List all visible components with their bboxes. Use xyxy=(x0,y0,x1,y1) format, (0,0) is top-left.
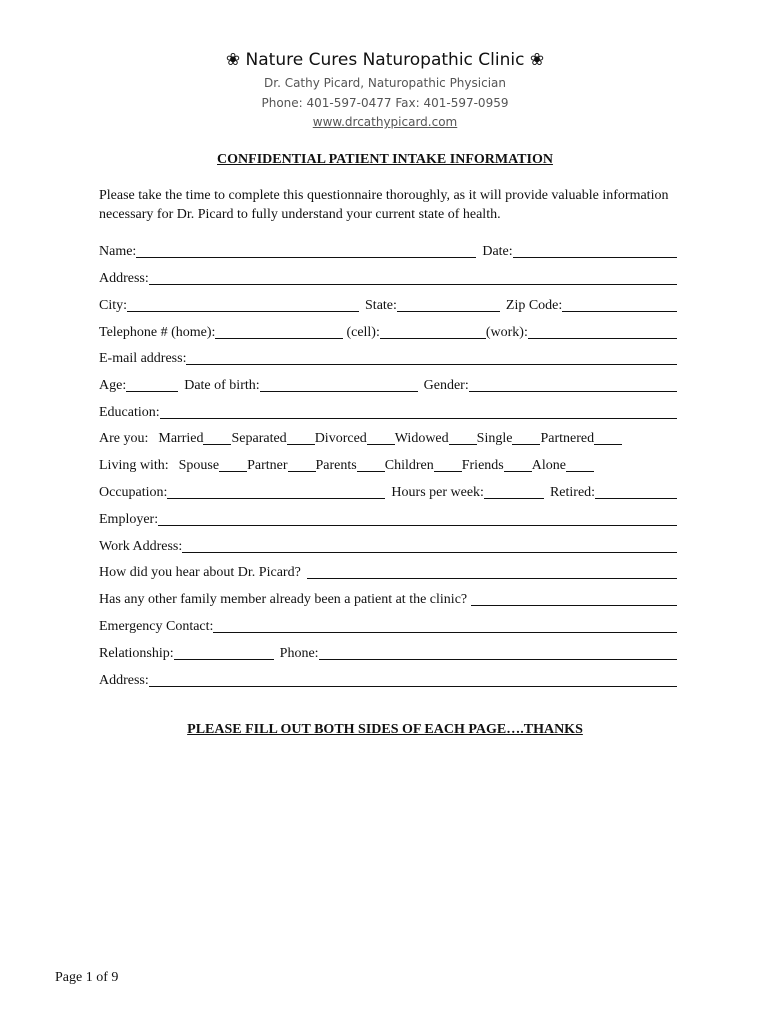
relationship-label: Relationship: xyxy=(99,646,174,661)
employer-label: Employer: xyxy=(99,512,159,527)
occupation-field[interactable] xyxy=(167,484,385,499)
fill-both-sides-note: PLEASE FILL OUT BOTH SIDES OF EACH PAGE….THANKS xyxy=(187,722,583,737)
are-you-label: Are you: xyxy=(99,431,149,446)
divorced-checkbox[interactable] xyxy=(367,430,395,445)
age-field[interactable] xyxy=(126,377,178,392)
option-friends: Friends xyxy=(461,458,504,473)
address-row xyxy=(99,269,677,287)
living-with-row xyxy=(99,456,677,474)
option-alone: Alone xyxy=(531,458,566,473)
education-field[interactable] xyxy=(160,404,677,419)
address-field[interactable] xyxy=(149,270,677,285)
option-children: Children xyxy=(384,458,434,473)
hear-about-field[interactable] xyxy=(307,564,677,579)
phone-label: Phone: xyxy=(279,646,319,661)
left-ornament-icon: ❀ xyxy=(225,50,241,70)
single-checkbox[interactable] xyxy=(512,430,540,445)
family-patient-field[interactable] xyxy=(471,591,677,606)
retired-label: Retired: xyxy=(549,485,596,500)
tel-home-field[interactable] xyxy=(215,324,343,339)
parents-checkbox[interactable] xyxy=(357,457,385,472)
email-label: E-mail address: xyxy=(99,351,187,366)
friends-checkbox[interactable] xyxy=(504,457,532,472)
zip-label: Zip Code: xyxy=(505,298,563,313)
alone-checkbox[interactable] xyxy=(566,457,594,472)
address-label: Address: xyxy=(99,271,149,286)
emergency-field[interactable] xyxy=(213,618,677,633)
email-row xyxy=(99,349,677,367)
children-checkbox[interactable] xyxy=(434,457,462,472)
city-field[interactable] xyxy=(127,297,359,312)
dob-field[interactable] xyxy=(260,377,418,392)
option-single: Single xyxy=(476,431,513,446)
zip-field[interactable] xyxy=(562,297,677,312)
widowed-checkbox[interactable] xyxy=(449,430,477,445)
clinic-title xyxy=(0,50,770,70)
option-separated: Separated xyxy=(231,431,287,446)
option-spouse: Spouse xyxy=(178,458,220,473)
city-state-zip-row xyxy=(99,296,677,314)
gender-field[interactable] xyxy=(469,377,677,392)
tel-work-label: (work): xyxy=(485,325,528,340)
emergency-address-field[interactable] xyxy=(149,672,677,687)
email-field[interactable] xyxy=(186,350,677,365)
hours-field[interactable] xyxy=(484,484,544,499)
age-label: Age: xyxy=(99,378,127,393)
retired-field[interactable] xyxy=(595,484,677,499)
date-field[interactable] xyxy=(513,243,677,258)
tel-home-label: Telephone # (home): xyxy=(99,325,216,340)
name-date-row xyxy=(99,242,677,260)
education-label: Education: xyxy=(99,405,160,420)
partnered-checkbox[interactable] xyxy=(594,430,622,445)
work-address-row xyxy=(99,537,677,555)
clinic-website-link[interactable]: www.drcathypicard.com xyxy=(312,115,458,129)
telephone-row xyxy=(99,323,677,341)
hear-about-label: How did you hear about Dr. Picard? xyxy=(99,565,301,580)
work-address-label: Work Address: xyxy=(99,539,183,554)
relationship-field[interactable] xyxy=(174,645,274,660)
option-parents: Parents xyxy=(315,458,357,473)
name-field[interactable] xyxy=(136,243,476,258)
occupation-label: Occupation: xyxy=(99,485,168,500)
doctor-name: Dr. Cathy Picard, Naturopathic Physician xyxy=(264,76,506,90)
date-label: Date: xyxy=(482,244,513,259)
option-widowed: Widowed xyxy=(394,431,449,446)
option-divorced: Divorced xyxy=(314,431,367,446)
phone-field[interactable] xyxy=(319,645,677,660)
marital-status-row xyxy=(99,429,677,447)
name-label: Name: xyxy=(99,244,137,259)
right-ornament-icon: ❀ xyxy=(529,50,545,70)
form-intro: Please take the time to complete this questionnaire thoroughly, as it will provide valuable information necessary for Dr. Picard to fully understand your current state of health. xyxy=(99,188,669,222)
clinic-name: Nature Cures Naturopathic Clinic xyxy=(245,50,525,70)
dob-label: Date of birth: xyxy=(184,378,260,393)
clinic-contact: Phone: 401-597-0477 Fax: 401-597-0959 xyxy=(261,96,509,110)
emergency-contact-row xyxy=(99,617,677,635)
option-partner: Partner xyxy=(247,458,288,473)
form-title: CONFIDENTIAL PATIENT INTAKE INFORMATION xyxy=(217,152,553,167)
partner-checkbox[interactable] xyxy=(288,457,316,472)
hear-about-row xyxy=(99,563,677,581)
married-checkbox[interactable] xyxy=(203,430,231,445)
city-label: City: xyxy=(99,298,128,313)
relationship-phone-row xyxy=(99,644,677,662)
education-row xyxy=(99,403,677,421)
family-patient-label: Has any other family member already been a patient at the clinic? xyxy=(99,592,468,607)
tel-cell-label: (cell): xyxy=(346,325,380,340)
work-address-field[interactable] xyxy=(182,538,677,553)
emergency-address-label: Address: xyxy=(99,673,149,688)
page-number: Page 1 of 9 xyxy=(55,970,119,985)
state-label: State: xyxy=(365,298,397,313)
tel-cell-field[interactable] xyxy=(380,324,486,339)
emergency-address-row xyxy=(99,671,677,689)
state-field[interactable] xyxy=(397,297,500,312)
hours-label: Hours per week: xyxy=(391,485,484,500)
gender-label: Gender: xyxy=(423,378,469,393)
option-partnered: Partnered xyxy=(540,431,595,446)
employer-row xyxy=(99,510,677,528)
emergency-label: Emergency Contact: xyxy=(99,619,214,634)
tel-work-field[interactable] xyxy=(528,324,677,339)
separated-checkbox[interactable] xyxy=(287,430,315,445)
occupation-row xyxy=(99,483,677,501)
living-with-label: Living with: xyxy=(99,458,169,473)
spouse-checkbox[interactable] xyxy=(219,457,247,472)
option-married: Married xyxy=(158,431,204,446)
family-patient-row xyxy=(99,590,677,608)
age-dob-gender-row xyxy=(99,376,677,394)
employer-field[interactable] xyxy=(158,511,677,526)
